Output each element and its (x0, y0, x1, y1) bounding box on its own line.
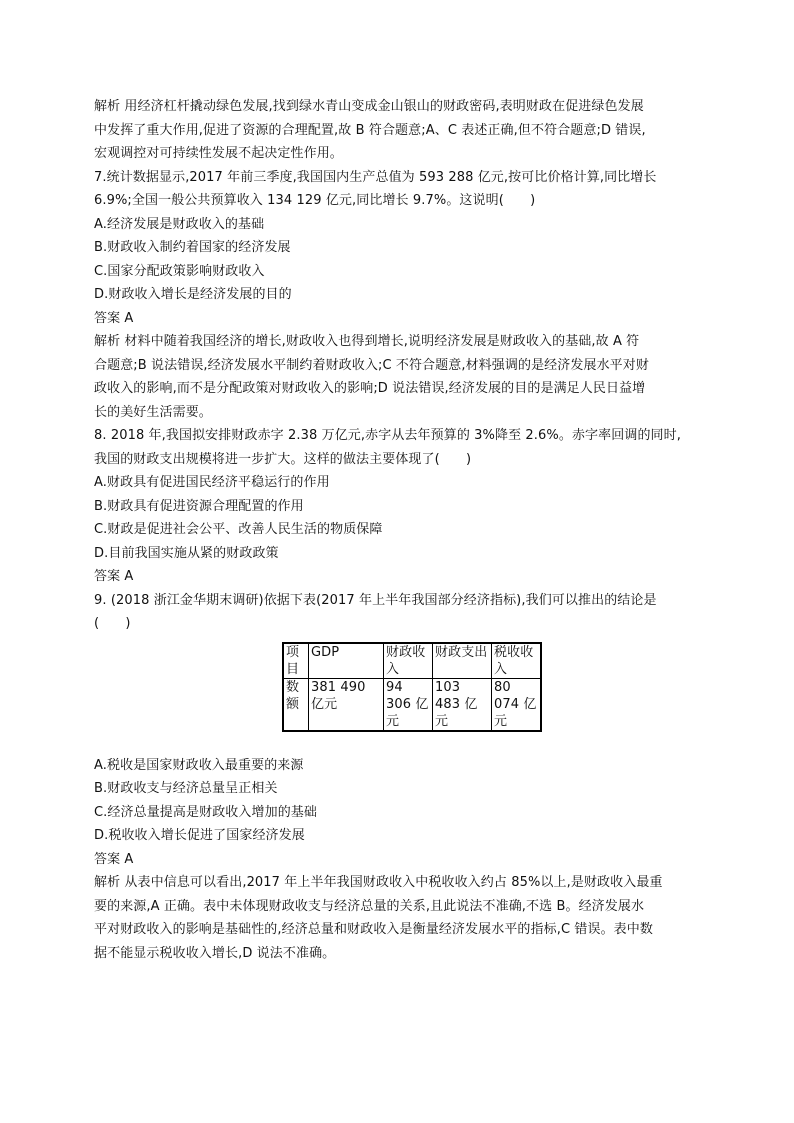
table-cell: 381 490 亿元 (309, 678, 384, 731)
option-b: B.财政具有促进资源合理配置的作用 (94, 498, 304, 514)
table-cell: 94 306 亿元 (384, 678, 433, 731)
question-9 (94, 589, 704, 966)
question-stem-line: 我国的财政支出规模将进一步扩大。这样的做法主要体现了( ) (94, 451, 472, 467)
table-cell: 103 483 亿元 (433, 678, 492, 731)
analysis-line: 中发挥了重大作用,促进了资源的合理配置,故 B 符合题意;A、C 表述正确,但不符合题意;D 错误, (94, 122, 646, 138)
analysis-line: 据不能显示税收收入增长,D 说法不准确。 (94, 945, 336, 961)
table-cell: 财政收入 (384, 643, 433, 679)
table-row (283, 678, 541, 731)
analysis-line: 政收入的影响,而不是分配政策对财政收入的影响;D 说法错误,经济发展的目的是满足人民日益增 (94, 381, 646, 396)
option-a: A.财政具有促进国民经济平稳运行的作用 (94, 475, 330, 490)
answer: 答案 A (94, 569, 134, 584)
option-c: C.国家分配政策影响财政收入 (94, 263, 265, 279)
answer: 答案 A (94, 851, 134, 867)
option-a: A.经济发展是财政收入的基础 (94, 216, 265, 232)
table-header-row (283, 643, 541, 679)
spacer (94, 742, 704, 754)
analysis-line: 合题意;B 说法错误,经济发展水平制约着财政收入;C 不符合题意,材料强调的是经济发展水平对财 (94, 357, 649, 373)
question-stem-line: 9. (2018 浙江金华期末调研)依据下表(2017 年上半年我国部分经济指标),我们可以推出的结论是 (94, 592, 657, 608)
table-cell: 税收收入 (492, 643, 542, 679)
economic-indicators-table-wrap (282, 642, 704, 732)
analysis-line: 要的来源,A 正确。表中未体现财政收支与经济总量的关系,且此说法不准确,不选 B。经济发展水 (94, 898, 645, 914)
q6-analysis (94, 95, 704, 166)
option-d: D.财政收入增长是经济发展的目的 (94, 287, 292, 302)
analysis-line: 长的美好生活需要。 (94, 404, 212, 420)
option-d: D.目前我国实施从紧的财政政策 (94, 545, 279, 561)
question-stem-line: 7.统计数据显示,2017 年前三季度,我国国内生产总值为 593 288 亿元,按可比价格计算,同比增长 (94, 169, 657, 185)
economic-indicators-table (282, 642, 542, 732)
question-7 (94, 166, 704, 425)
document-page (94, 95, 704, 965)
question-stem-line: 8. 2018 年,我国拟安排财政赤字 2.38 万亿元,赤字从去年预算的 3%降至 2.6%。赤字率回调的同时, (94, 428, 681, 443)
option-c: C.财政是促进社会公平、改善人民生活的物质保障 (94, 522, 383, 537)
question-stem-line: 6.9%;全国一般公共预算收入 134 129 亿元,同比增长 9.7%。这说明( ) (94, 193, 536, 208)
analysis-line: 宏观调控对可持续性发展不起决定性作用。 (94, 146, 343, 161)
option-d: D.税收收入增长促进了国家经济发展 (94, 828, 305, 843)
table-cell: 项目 (283, 643, 309, 679)
question-stem-line: ( ) (94, 616, 131, 631)
analysis-line: 解析 从表中信息可以看出,2017 年上半年我国财政收入中税收收入约占 85%以上,是财政收入最重 (94, 875, 663, 890)
analysis-line: 解析 材料中随着我国经济的增长,财政收入也得到增长,说明经济发展是财政收入的基础,故 A 符 (94, 334, 640, 349)
table-cell: 数额 (283, 678, 309, 731)
option-b: B.财政收支与经济总量呈正相关 (94, 781, 278, 796)
option-c: C.经济总量提高是财政收入增加的基础 (94, 804, 318, 820)
answer: 答案 A (94, 310, 134, 326)
analysis-line: 平对财政收入的影响是基础性的,经济总量和财政收入是衡量经济发展水平的指标,C 错误。表中数 (94, 922, 653, 937)
table-cell: 财政支出 (433, 643, 492, 679)
option-b: B.财政收入制约着国家的经济发展 (94, 240, 291, 255)
table-cell: 80 074 亿元 (492, 678, 542, 731)
table-cell: GDP (309, 643, 384, 679)
option-a: A.税收是国家财政收入最重要的来源 (94, 757, 304, 773)
analysis-line: 解析 用经济杠杆撬动绿色发展,找到绿水青山变成金山银山的财政密码,表明财政在促进绿色发展 (94, 99, 644, 114)
question-8 (94, 424, 704, 589)
